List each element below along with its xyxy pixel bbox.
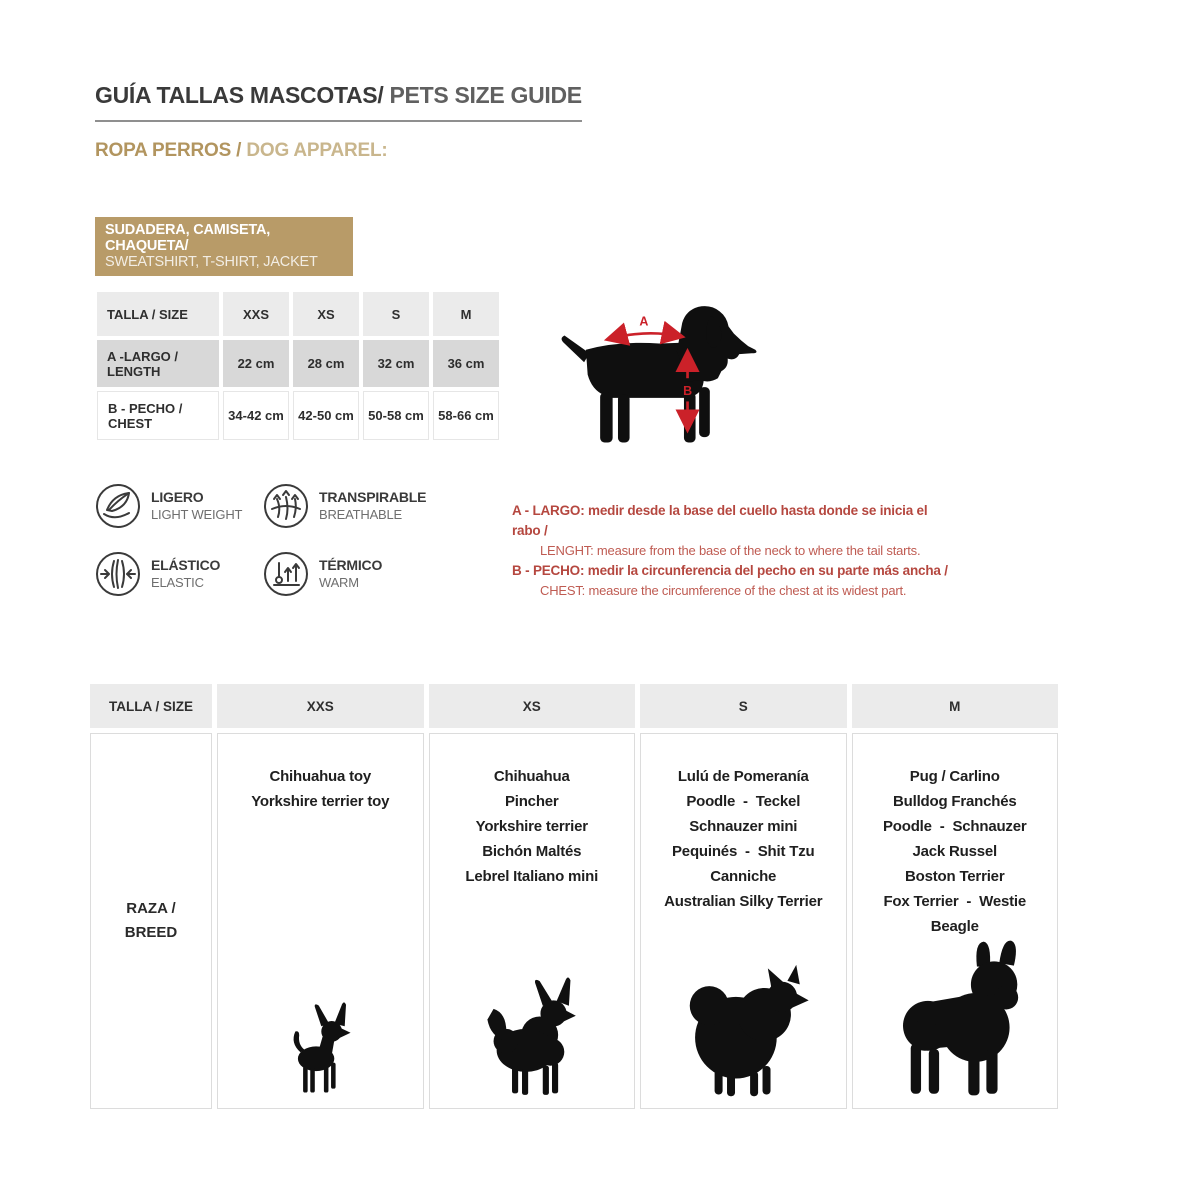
size-table-value-cell: 36 cm	[433, 340, 499, 387]
size-table-row-label: B - PECHO / CHEST	[97, 391, 219, 440]
breed-name: Poodle - Teckel	[686, 793, 801, 810]
french-bulldog-silhouette	[869, 939, 1041, 1098]
breed-name: Fox Terrier - Westie	[883, 893, 1027, 910]
section-subtitle	[95, 140, 388, 162]
breed-name: Poodle - Schnauzer	[882, 818, 1027, 835]
feature-name-es: TÉRMICO	[319, 557, 383, 574]
page-title-es: GUÍA TALLAS MASCOTAS/	[95, 82, 384, 108]
breed-name: Pincher	[504, 793, 559, 810]
breed-name: Chihuahua toy	[269, 768, 372, 785]
breathable-icon	[263, 483, 309, 529]
size-table-value-cell: 58-66 cm	[433, 391, 499, 440]
size-table-header-cell: XXS	[223, 292, 289, 336]
breed-name: Yorkshire terrier	[475, 818, 588, 835]
feature-name-es: ELÁSTICO	[151, 557, 221, 574]
size-table-value-cell: 22 cm	[223, 340, 289, 387]
breed-row-label	[90, 733, 212, 1109]
feature-elastic	[95, 551, 220, 597]
size-table-value-cell: 32 cm	[363, 340, 429, 387]
breed-table-header-cell: TALLA / SIZE	[90, 684, 212, 728]
size-table-header-cell: M	[433, 292, 499, 336]
breed-name: Schnauzer mini	[689, 818, 798, 835]
size-table-value-cell: 28 cm	[293, 340, 359, 387]
feather-icon	[95, 483, 141, 529]
measurement-notes	[512, 501, 952, 601]
breed-name: Bulldog Franchés	[893, 793, 1017, 810]
arrow-a-label: A	[639, 314, 649, 329]
breed-table-header-cell: S	[640, 684, 847, 728]
feature-name-en: ELASTIC	[151, 574, 204, 590]
breed-table	[90, 684, 1058, 1109]
size-table-value-cell: 50-58 cm	[363, 391, 429, 440]
page-title	[95, 82, 582, 122]
feature-name-en: LIGHT WEIGHT	[151, 506, 243, 522]
arrow-b-label: B	[683, 384, 693, 399]
breed-cell-xxs	[217, 733, 424, 1109]
size-table-value-cell: 42-50 cm	[293, 391, 359, 440]
breed-row-label-line1: RAZA /	[126, 900, 176, 917]
feature-breathable	[263, 483, 426, 529]
chihuahua-toy-silhouette	[281, 1000, 359, 1098]
size-table-row-label: A -LARGO / LENGTH	[97, 340, 219, 387]
pomeranian-silhouette	[672, 956, 814, 1098]
breed-name: Australian Silky Terrier	[664, 893, 823, 910]
labrador-silhouette	[562, 306, 757, 442]
size-table-value-cell: 34-42 cm	[223, 391, 289, 440]
subtitle-es: ROPA PERROS /	[95, 140, 247, 161]
breed-name: Jack Russel	[912, 843, 998, 860]
breed-name: Chihuahua	[493, 768, 570, 785]
thermal-icon	[263, 551, 309, 597]
breed-cell-m	[852, 733, 1059, 1109]
breed-table-header-cell: M	[852, 684, 1059, 728]
size-table	[93, 288, 503, 444]
breed-name: Boston Terrier	[905, 868, 1005, 885]
breed-name: Bichón Maltés	[482, 843, 582, 860]
note-a-en: LENGHT: measure from the base of the neck to where the tail starts.	[540, 543, 921, 558]
breed-table-header	[90, 684, 1058, 728]
breed-name: Pug / Carlino	[909, 768, 1000, 785]
elastic-icon	[95, 551, 141, 597]
note-a-es: A - LARGO: medir desde la base del cuello hasta donde se inicia el rabo /	[512, 503, 928, 538]
breed-name: Beagle	[930, 918, 979, 935]
breed-name: Yorkshire terrier toy	[251, 793, 390, 810]
breed-name: Lebrel Italiano mini	[465, 868, 599, 885]
breed-cell-s	[640, 733, 847, 1109]
feature-lightweight	[95, 483, 242, 529]
feature-name-en: WARM	[319, 574, 359, 590]
feature-warm	[263, 551, 382, 597]
category-banner-line1: SUDADERA, CAMISETA, CHAQUETA/	[105, 222, 271, 254]
breed-name: Pequinés - Shit Tzu	[672, 843, 815, 860]
long-haired-chihuahua-silhouette	[478, 975, 586, 1098]
breed-table-header-cell: XXS	[217, 684, 424, 728]
feature-name-en: BREATHABLE	[319, 506, 403, 522]
note-b-es: B - PECHO: medir la circunferencia del pecho en su parte más ancha /	[512, 563, 948, 578]
note-b-en: CHEST: measure the circumference of the chest at its widest part.	[540, 583, 907, 598]
breed-table-header-cell: XS	[429, 684, 636, 728]
breed-name: Canniche	[710, 868, 777, 885]
breed-name: Lulú de Pomeranía	[677, 768, 809, 785]
category-banner	[95, 217, 353, 276]
breed-table-body	[90, 733, 1058, 1109]
page-title-en: PETS SIZE GUIDE	[383, 82, 582, 108]
breed-row-label-line2: BREED	[124, 924, 178, 941]
size-table-header-cell: XS	[293, 292, 359, 336]
subtitle-en: DOG APPAREL:	[246, 140, 388, 161]
size-table-header-cell: S	[363, 292, 429, 336]
feature-name-es: LIGERO	[151, 489, 204, 506]
category-banner-line2: SWEATSHIRT, T-SHIRT, JACKET	[105, 254, 318, 270]
feature-name-es: TRANSPIRABLE	[319, 489, 427, 506]
dog-measurement-diagram	[552, 296, 766, 448]
breed-cell-xs	[429, 733, 636, 1109]
size-table-header-cell: TALLA / SIZE	[97, 292, 219, 336]
